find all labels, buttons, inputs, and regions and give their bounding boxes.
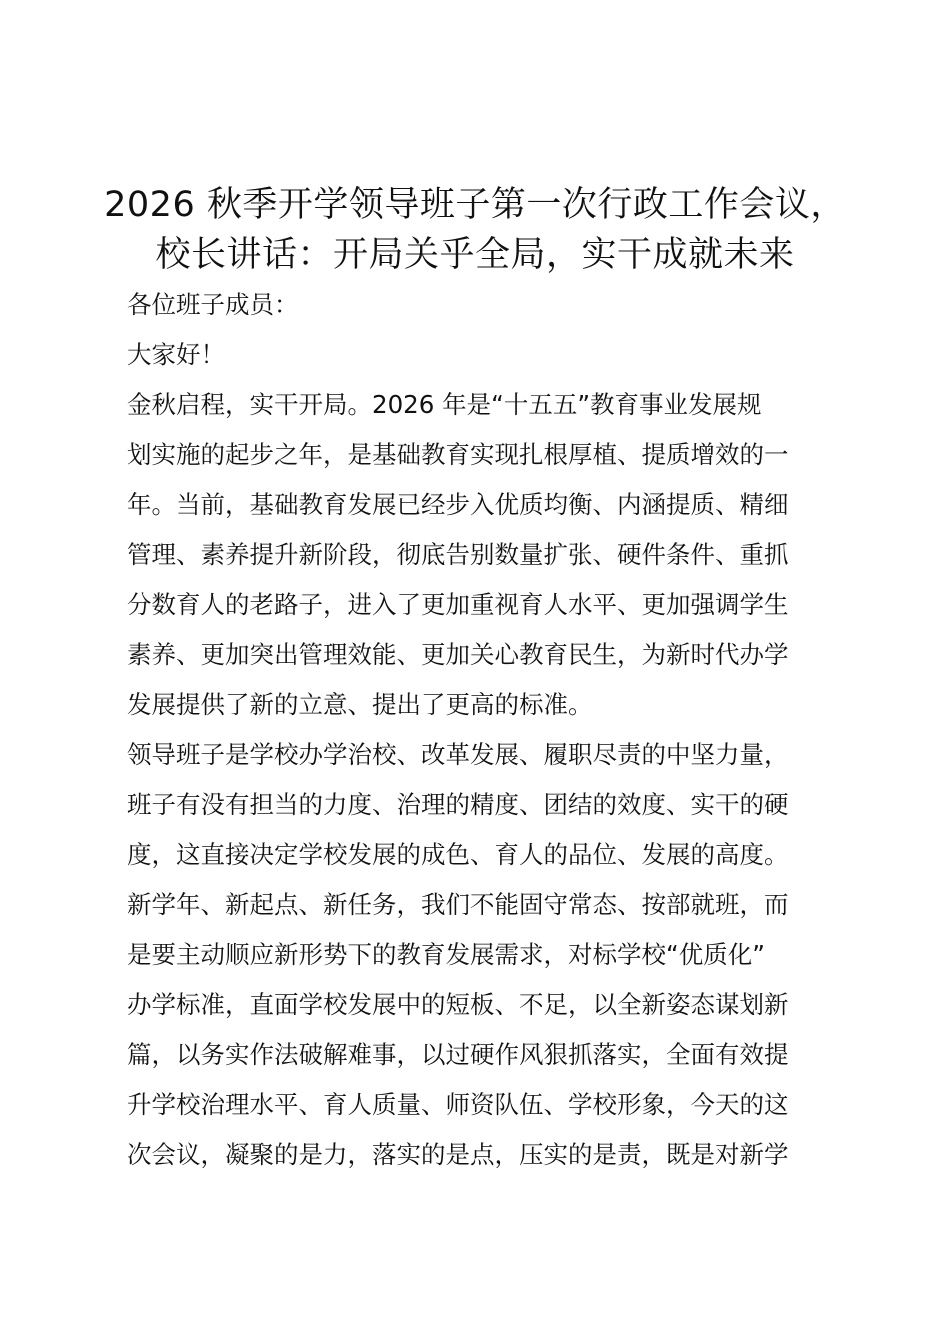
paragraph-line: 班子有没有担当的力度、治理的精度、团结的效度、实干的硬	[127, 790, 789, 819]
greeting: 大家好！	[127, 340, 225, 369]
paragraph-line: 篇，以务实作法破解难事，以过硬作风狠抓落实，全面有效提	[127, 1040, 789, 1069]
paragraph-line: 新学年、新起点、新任务，我们不能固守常态、按部就班，而	[127, 890, 789, 919]
salutation: 各位班子成员：	[127, 290, 299, 319]
paragraph-line: 年。当前，基础教育发展已经步入优质均衡、内涵提质、精细	[127, 490, 789, 519]
paragraph-line: 领导班子是学校办学治校、改革发展、履职尽责的中坚力量，	[127, 740, 789, 769]
document-title-line-1: 2026 秋季开学领导班子第一次行政工作会议，	[104, 185, 846, 225]
paragraph-line: 素养、更加突出管理效能、更加关心教育民生，为新时代办学	[127, 640, 789, 669]
paragraph-line: 管理、素养提升新阶段，彻底告别数量扩张、硬件条件、重抓	[127, 540, 789, 569]
paragraph-line: 划实施的起步之年，是基础教育实现扎根厚植、提质增效的一	[127, 440, 789, 469]
document-title-line-2: 校长讲话：开局关乎全局，实干成就未来	[155, 235, 795, 275]
paragraph-line: 升学校治理水平、育人质量、师资队伍、学校形象，今天的这	[127, 1090, 789, 1119]
paragraph-line: 是要主动顺应新形势下的教育发展需求，对标学校“优质化”	[127, 940, 765, 969]
paragraph-line: 分数育人的老路子，进入了更加重视育人水平、更加强调学生	[127, 590, 789, 619]
paragraph-line: 发展提供了新的立意、提出了更高的标准。	[127, 690, 593, 719]
paragraph-line: 办学标准，直面学校发展中的短板、不足，以全新姿态谋划新	[127, 990, 789, 1019]
paragraph-line: 次会议，凝聚的是力，落实的是点，压实的是责，既是对新学	[127, 1140, 789, 1169]
paragraph-line: 金秋启程，实干开局。2026 年是“十五五”教育事业发展规	[127, 390, 762, 419]
paragraph-line: 度，这直接决定学校发展的成色、育人的品位、发展的高度。	[127, 840, 789, 869]
